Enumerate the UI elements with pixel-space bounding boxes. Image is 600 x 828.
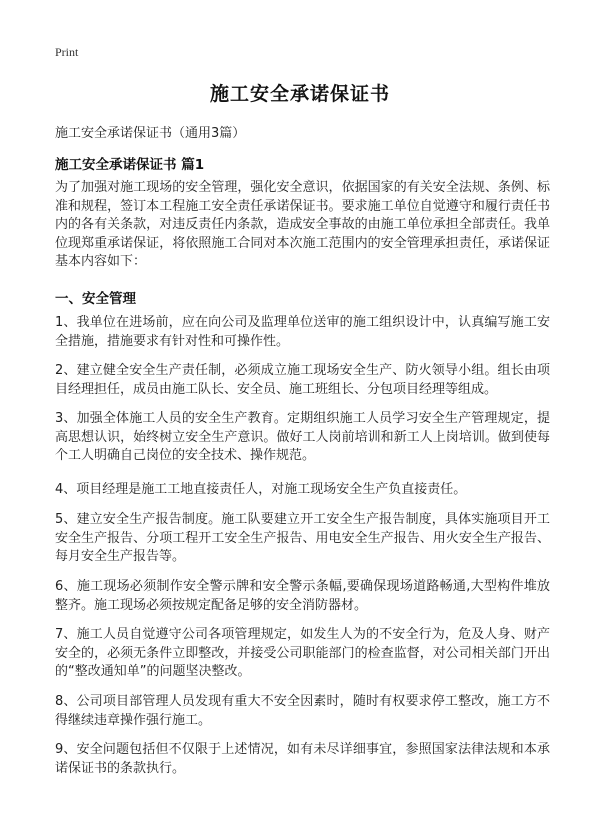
clause-item-5: 5、建立安全生产报告制度。施工队要建立开工安全生产报告制度，具体实施项目开工安全生产报告、分项工程开工安全生产报告、用电安全生产报告、用火安全生产报告、每月安全生产报告等。: [55, 512, 550, 564]
clause-item-8: 8、公司项目部管理人员发现有重大不安全因素时，随时有权要求停工整改，施工方不得继续违章操作强行施工。: [55, 694, 550, 728]
clause-item-7: 7、施工人员自觉遵守公司各项管理规定，如发生人为的不安全行为，危及人身、财产安全的，必须无条件立即整改，并接受公司职能部门的检查监督，对公司相关部门开出的“整改通知单”的问题坚决整改。: [55, 627, 550, 679]
clause-item-3: 3、加强全体施工人员的安全生产教育。定期组织施工人员学习安全生产管理规定，提高思想认识，始终树立安全生产意识。做好工人岗前培训和新工人上岗培训。做到使每个工人明确自己岗位的安全技术、操作规范。: [55, 411, 550, 463]
clause-item-9: 9、安全问题包括但不仅限于上述情况，如有未尽详细事宜，参照国家法律法规和本承诺保证书的条款执行。: [55, 742, 550, 776]
clause-item-2: 2、建立健全安全生产责任制，必须成立施工现场安全生产、防火领导小组。组长由项目经理担任，成员由施工队长、安全员、施工班组长、分包项目经理等组成。: [55, 363, 550, 397]
document-subtitle: 施工安全承诺保证书（通用3篇）: [55, 126, 246, 141]
section-heading: 一、安全管理: [55, 291, 136, 307]
clause-item-4: 4、项目经理是施工工地直接责任人，对施工现场安全生产负直接责任。: [55, 482, 467, 497]
article-heading: 施工安全承诺保证书 篇1: [55, 157, 205, 173]
clause-item-1: 1、我单位在进场前，应在向公司及监理单位送审的施工组织设计中，认真编写施工安全措施，措施要求有针对性和可操作性。: [55, 315, 550, 349]
clause-item-6: 6、施工现场必须制作安全警示牌和安全警示条幅,要确保现场道路畅通,大型构件堆放整齐。施工现场必须按规定配备足够的安全消防器材。: [55, 579, 550, 613]
print-link[interactable]: Print: [55, 45, 79, 59]
intro-paragraph: 为了加强对施工现场的安全管理，强化安全意识，依据国家的有关安全法规、条例、标准和规程，签订本工程施工安全责任承诺保证书。要求施工单位自觉遵守和履行责任书内的各有关条款，对违反责任内条款，造成安全事故的由施工单位承担全部责任。我单位现郑重承诺保证，将依照施工合同对本次施工范围内的安全管理承担责任，承诺保证基本内容如下：: [55, 180, 550, 269]
page-title: 施工安全承诺保证书: [209, 83, 390, 105]
